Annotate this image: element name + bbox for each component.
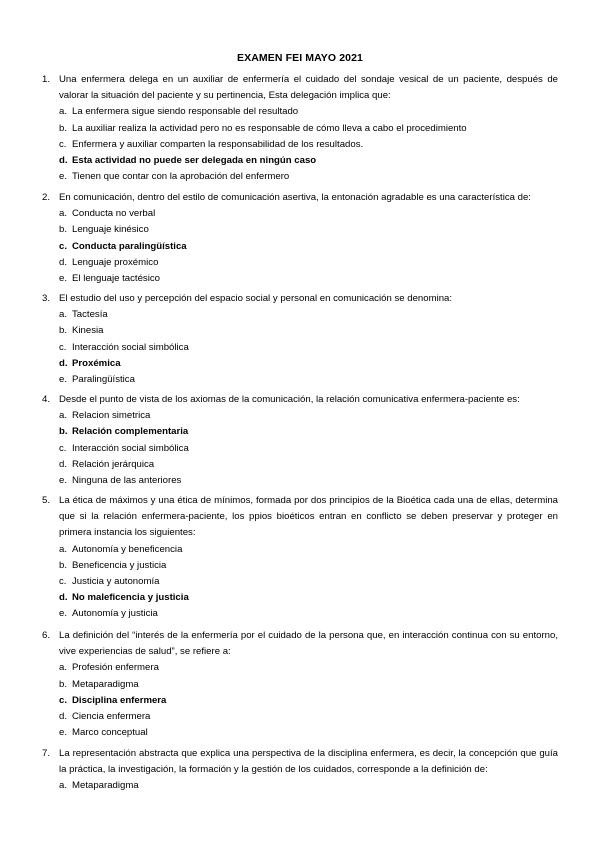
option-b (42, 677, 558, 693)
option-text: Proxémica (72, 357, 121, 369)
question-text: Desde el punto de vista de los axiomas de la comunicación, la relación comunicativa enfermera-paciente es: (59, 394, 520, 405)
option-text: Metaparadigma (72, 780, 139, 792)
option-d-highlighted (42, 153, 558, 169)
option-letter: e. (59, 727, 68, 739)
option-letter: a. (59, 106, 68, 118)
option-d (42, 709, 558, 725)
option-letter: b. (59, 678, 68, 690)
option-letter: c. (59, 694, 68, 706)
question-text: La definición del “interés de la enfermería por el cuidado de la persona que, en interacción continua con su entorno, vive experiencias de salud”, se refiere a: (59, 630, 558, 658)
option-b (42, 121, 558, 137)
option-b-highlighted (42, 424, 558, 440)
question-4 (42, 392, 558, 489)
option-letter: b. (59, 325, 68, 337)
option-c-highlighted (42, 693, 558, 709)
option-text: Relación jerárquica (72, 458, 155, 470)
option-text: Autonomía y justicia (72, 608, 158, 620)
option-letter: a. (59, 309, 68, 321)
option-letter: e. (59, 273, 68, 285)
option-letter: c. (59, 341, 67, 353)
option-e (42, 271, 558, 287)
option-text: Kinesia (72, 325, 104, 337)
option-a (42, 307, 558, 323)
option-text: La auxiliar realiza la actividad pero no es responsable de cómo lleva a cabo el procedimiento (72, 122, 467, 134)
option-letter: e. (59, 374, 68, 386)
option-text: Tactesía (72, 309, 108, 321)
option-text: Esta actividad no puede ser delegada en ningún caso (72, 155, 317, 167)
option-letter: c. (59, 576, 67, 588)
option-letter: b. (59, 559, 68, 571)
option-text: Justicia y autonomía (72, 576, 160, 588)
question-6 (42, 628, 558, 741)
question-text: Una enfermera delega en un auxiliar de enfermería el cuidado del sondaje vesical de un paciente, después de valorar la situación del paciente y su pertinencia, Esta delegación implica que: (59, 74, 558, 102)
question-number: 7. (42, 748, 51, 759)
option-text: Relación complementaria (72, 426, 189, 438)
option-e (42, 372, 558, 388)
option-b (42, 558, 558, 574)
option-letter: b. (59, 122, 68, 134)
option-text: Lenguaje proxémico (72, 256, 159, 268)
option-c (42, 137, 558, 153)
option-text: Autonomía y beneficencia (72, 543, 183, 555)
option-letter: d. (59, 155, 68, 167)
option-letter: a. (59, 208, 68, 220)
option-letter: d. (59, 458, 68, 470)
option-c (42, 340, 558, 356)
option-text: No maleficencia y justicia (72, 592, 189, 604)
question-text: La ética de máximos y una ética de mínimos, formada por dos principios de la Bioética cada una de ellas, determina que si la relación enfermera-paciente, los ppios bioéticos entran en conflicto se deben preservar y proteger en primera instancia los siguientes: (59, 495, 558, 539)
option-text: Paralingüística (72, 374, 135, 386)
option-letter: c. (59, 240, 68, 252)
option-text: Ninguna de las anteriores (72, 475, 182, 487)
option-letter: d. (59, 592, 68, 604)
option-a (42, 542, 558, 558)
question-3 (42, 291, 558, 388)
option-text: Lenguaje kinésico (72, 224, 149, 236)
option-letter: e. (59, 171, 68, 183)
option-a (42, 778, 558, 794)
option-a (42, 104, 558, 120)
option-letter: a. (59, 662, 68, 674)
option-text: Enfermera y auxiliar comparten la responsabilidad de los resultados. (72, 138, 364, 150)
option-e (42, 473, 558, 489)
option-e (42, 725, 558, 741)
question-number: 3. (42, 293, 51, 304)
question-5 (42, 493, 558, 623)
option-d (42, 255, 558, 271)
option-a (42, 408, 558, 424)
option-letter: a. (59, 410, 68, 422)
option-letter: a. (59, 780, 68, 792)
option-b (42, 222, 558, 238)
option-text: Profesión enfermera (72, 662, 159, 674)
option-d (42, 457, 558, 473)
option-text: Tienen que contar con la aprobación del enfermero (72, 171, 290, 183)
option-letter: a. (59, 543, 68, 555)
option-c (42, 574, 558, 590)
option-letter: e. (59, 475, 68, 487)
option-d-highlighted (42, 590, 558, 606)
option-c-highlighted (42, 239, 558, 255)
question-7 (42, 746, 558, 795)
option-letter: d. (59, 711, 68, 723)
question-2 (42, 190, 558, 287)
option-d-highlighted (42, 356, 558, 372)
question-number: 4. (42, 394, 51, 405)
option-a (42, 660, 558, 676)
question-text: La representación abstracta que explica una perspectiva de la disciplina enfermera, es decir, la concepción que guía la práctica, la investigación, la formación y la gestión de los cuidados, corresponde a la definición de: (59, 748, 558, 776)
option-text: Interacción social simbólica (72, 341, 189, 353)
question-number: 6. (42, 630, 51, 641)
option-letter: b. (59, 426, 68, 438)
option-text: Disciplina enfermera (72, 694, 167, 706)
option-e (42, 169, 558, 185)
option-letter: e. (59, 608, 68, 620)
option-b (42, 323, 558, 339)
option-text: Ciencia enfermera (72, 711, 151, 723)
question-text: En comunicación, dentro del estilo de comunicación asertiva, la entonación agradable es una característica de: (59, 192, 531, 203)
option-text: Interacción social simbólica (72, 442, 189, 454)
option-text: El lenguaje tactésico (72, 273, 160, 285)
option-letter: d. (59, 357, 68, 369)
question-number: 5. (42, 495, 51, 506)
option-a (42, 206, 558, 222)
option-text: La enfermera sigue siendo responsable del resultado (72, 106, 299, 118)
option-letter: b. (59, 224, 68, 236)
option-letter: d. (59, 256, 68, 268)
option-text: Conducta paralingüística (72, 240, 187, 252)
option-c (42, 441, 558, 457)
option-letter: c. (59, 442, 67, 454)
question-1 (42, 72, 558, 185)
question-number: 2. (42, 192, 51, 203)
exam-title: EXAMEN FEI MAYO 2021 (237, 52, 363, 64)
option-text: Beneficencia y justicia (72, 559, 167, 571)
option-text: Metaparadigma (72, 678, 139, 690)
option-text: Conducta no verbal (72, 208, 156, 220)
option-e (42, 606, 558, 622)
question-number: 1. (42, 74, 51, 85)
option-text: Marco conceptual (72, 727, 148, 739)
question-text: El estudio del uso y percepción del espacio social y personal en comunicación se denomina: (59, 293, 453, 304)
option-letter: c. (59, 138, 67, 150)
option-text: Relacion simetrica (72, 410, 151, 422)
